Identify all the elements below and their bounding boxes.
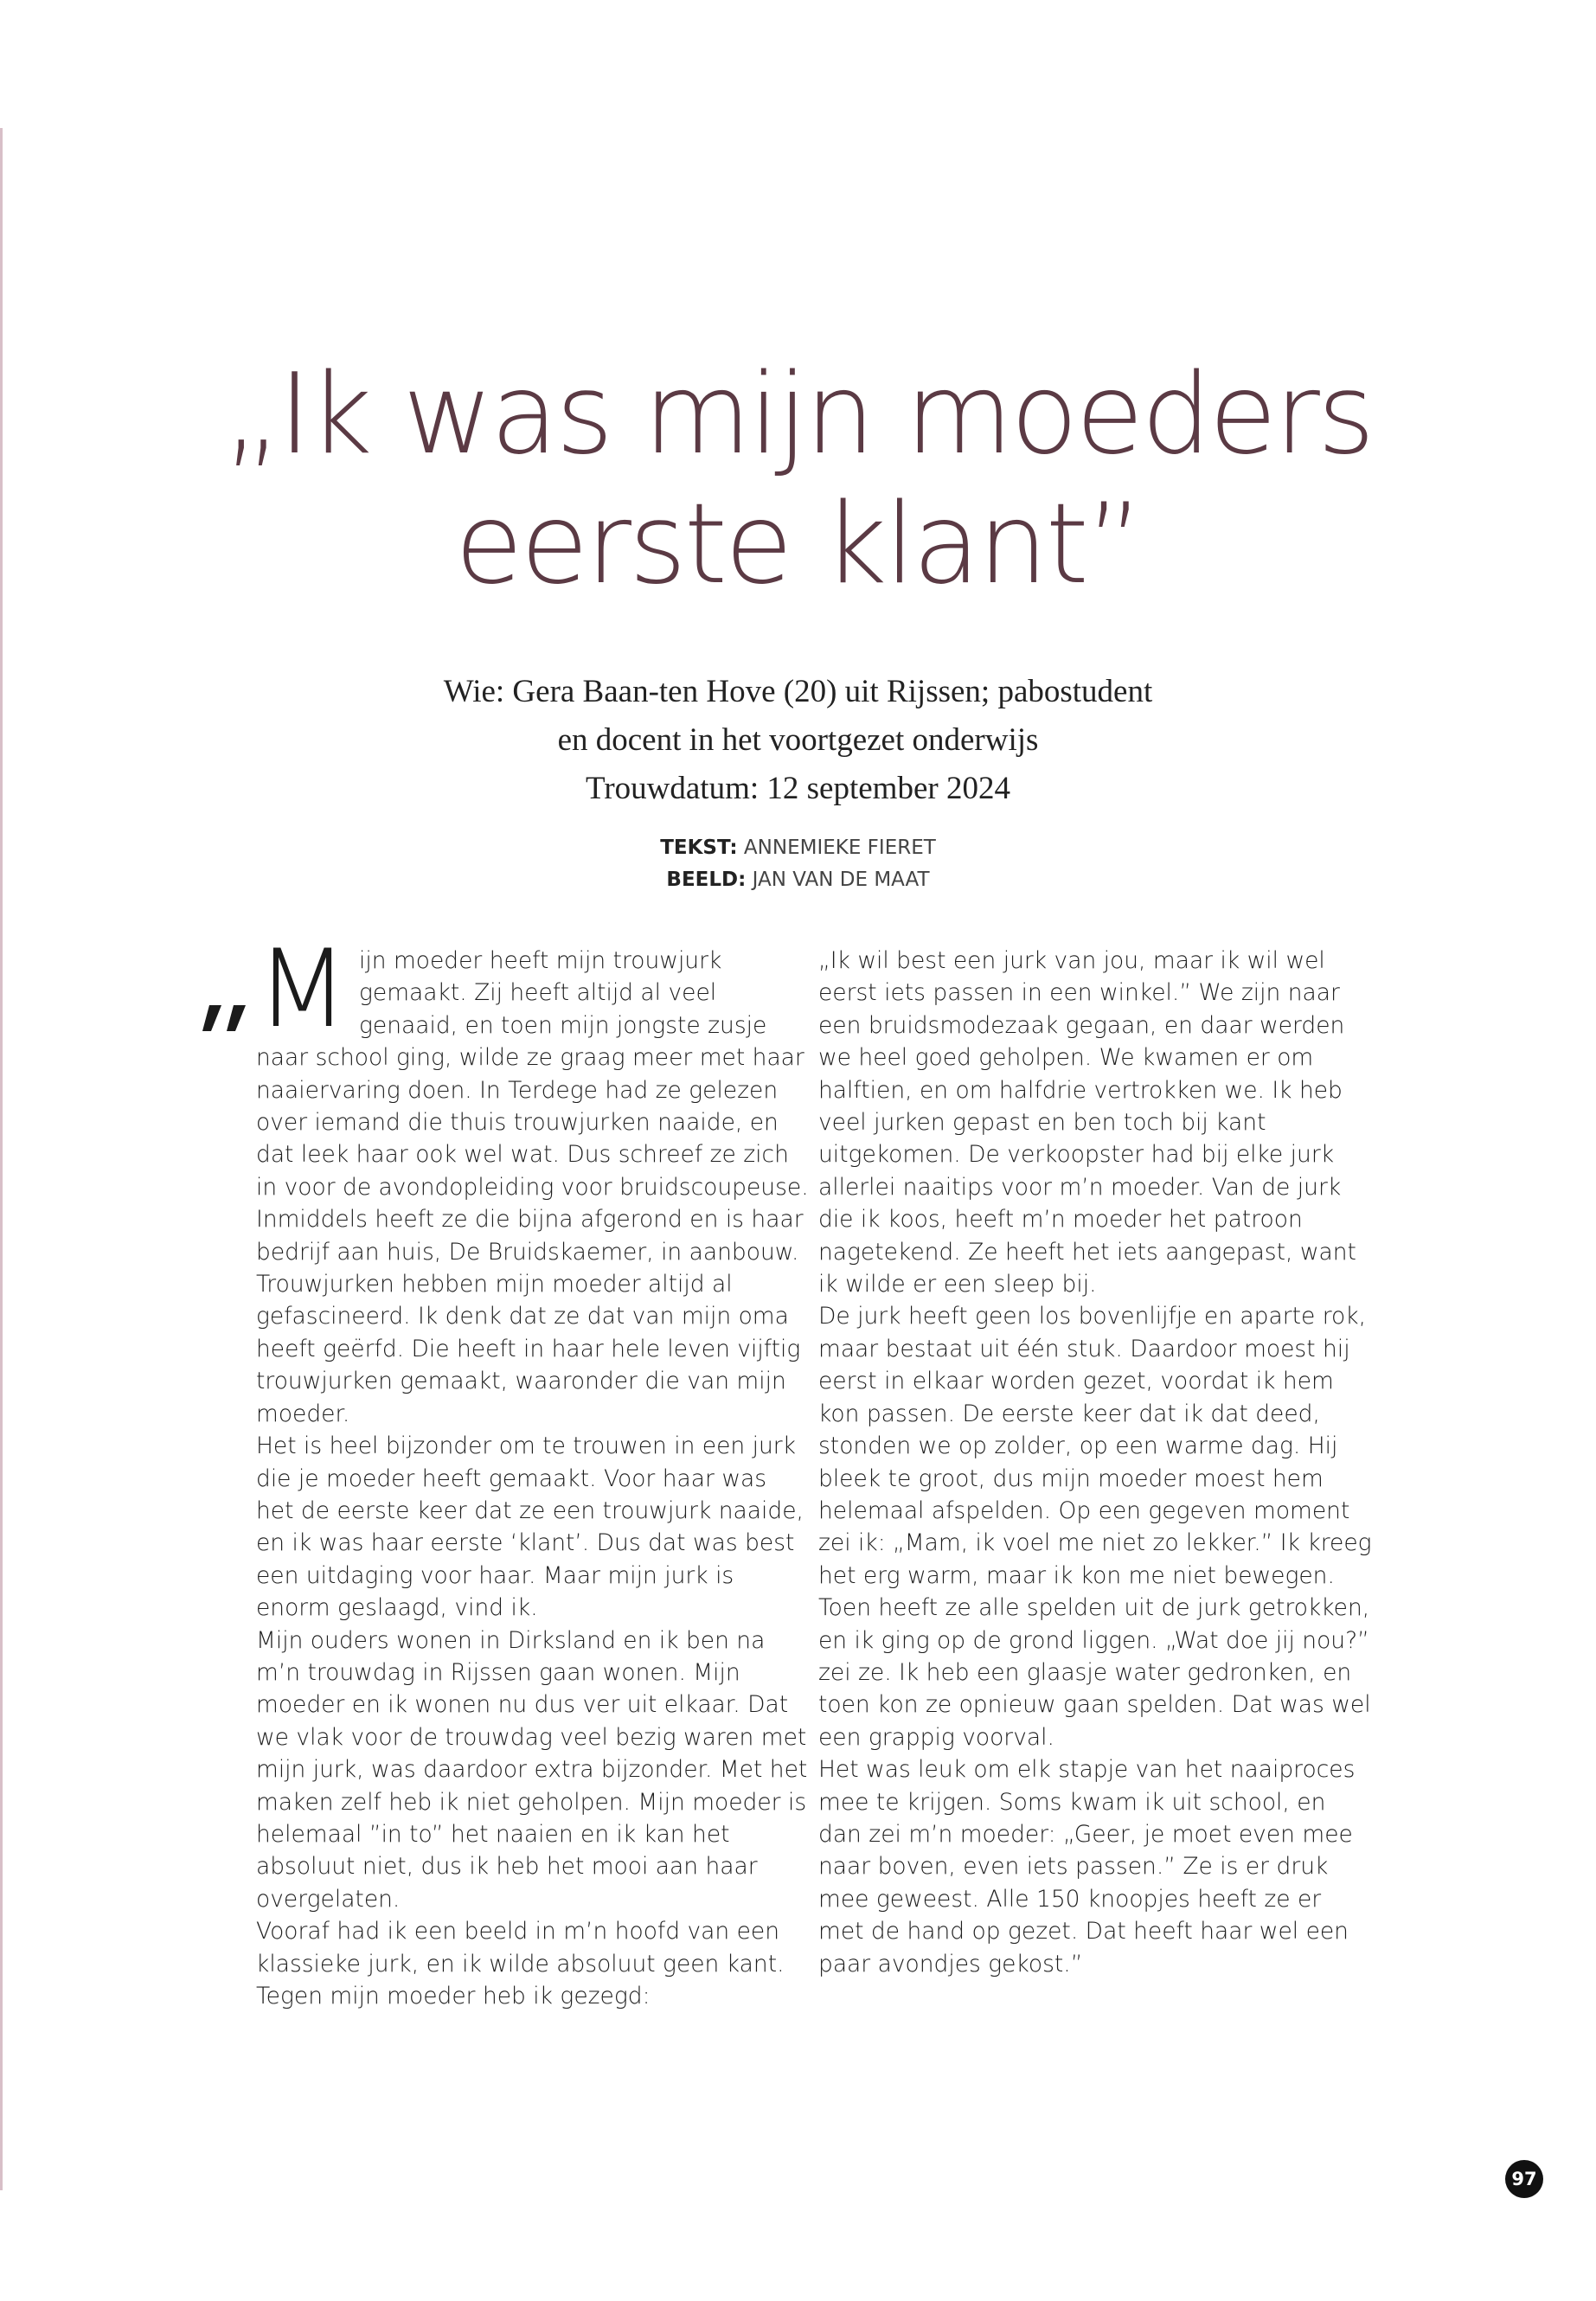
article-subtitle [0,668,1596,813]
article-title-line-1: „Ik was mijn moeders [223,350,1373,479]
article-column-left [256,927,810,2012]
body-paragraph: Het was leuk om elk stapje van het naaiproces mee te krijgen. Soms kwam ik uit school, en dan zei m’n moeder: „Geer, je moet even mee naar boven, even iets passen.” Ze is er druk mee geweest. Alle 150 knoopjes heeft ze er met de hand op gezet. Dat heeft haar wel een paar avondjes gekost.” [818,1756,1356,1977]
article-column-right [818,945,1372,1980]
body-paragraph: De jurk heeft geen los bovenlijfje en aparte rok, maar bestaat uit één stuk. Daardoor moest hij eerst in elkaar worden gezet, voordat ik hem kon passen. De eerste keer dat ik dat deed, stonden we op zolder, op een warme dag. Hij bleek te groot, dus mijn moeder moest hem helemaal afspelden. Op een gegeven moment zei ik: „Mam, ik voel me niet zo lekker.” Ik kreeg het erg warm, maar ik kon me niet bewegen. Toen heeft ze alle spelden uit de jurk getrokken, en ik ging op de grond liggen. „Wat doe jij nou?” zei ze. Ik heb een glaasje water gedronken, en toen kon ze opnieuw gaan spelden. Dat was wel een grappig voorval. [818,1303,1372,1751]
subtitle-who-line-2: en docent in het voortgezet onderwijs [557,722,1039,758]
body-paragraph: „Ik wil best een jurk van jou, maar ik wil wel eerst iets passen in een winkel.” We zijn naar een bruidsmodezaak gegaan, en daar werden we heel goed geholpen. We kwamen er om halftien, en om halfdrie vertrokken we. Ik heb veel jurken gepast en ben toch bij kant uitgekomen. De verkoopster had bij elke jurk allerlei naaitips voor m’n moeder. Van de jurk die ik koos, heeft m’n moeder het patroon nagetekend. Ze heeft het iets aangepast, want ik wilde er een sleep bij. [818,947,1356,1298]
body-paragraph-text: ijn moeder heeft mijn trouwjurk gemaakt. Zij heeft altijd al veel genaaid, en toen mijn jongste zusje naar school ging, wilde ze graag meer met haar naaiervaring doen. In Terdege had ze gelezen over iemand die thuis trouwjurken naaide, en dat leek haar ook wel wat. Dus schreef ze zich in voor de avondopleiding voor bruidscoupeuse. Inmiddels heeft ze die bijna afgerond en is haar bedrijf aan huis, De Bruidskaemer, in aanbouw. Trouwjurken hebben mijn moeder altijd al gefascineerd. Ik denk dat ze dat van mijn oma heeft geërfd. Die heeft in haar hele leven vijftig trouwjurken gemaakt, waaronder die van mijn moeder. [256,947,809,1427]
credit-text [0,832,1596,864]
page-number-badge: 97 [1505,2160,1543,2198]
credit-image-author: JAN VAN DE MAAT [752,868,930,891]
credit-text-label: TEKST: [660,836,738,859]
subtitle-wedding-date: Trouwdatum: 12 september 2024 [586,771,1010,806]
credit-text-author: ANNEMIEKE FIERET [743,836,936,859]
body-paragraph: Vooraf had ik een beeld in m’n hoofd van een klassieke jurk, en ik wilde absoluut geen kant. Tegen mijn moeder heb ik gezegd: [256,1918,785,2009]
credit-image-label: BEELD: [666,868,747,891]
opening-quote-icon [199,986,260,1047]
subtitle-who-line-1: Wie: Gera Baan-ten Hove (20) uit Rijssen; pabostudent [443,674,1153,709]
dropcap-letter: M [256,927,349,1052]
article-title-line-2: eerste klant” [454,480,1142,609]
body-paragraph: Mijn ouders wonen in Dirksland en ik ben na m’n trouwdag in Rijssen gaan wonen. Mijn moeder en ik wonen nu dus ver uit elkaar. Dat we vlak voor de trouwdag veel bezig waren met mijn jurk, was daardoor extra bijzonder. Met het maken zelf heb ik niet geholpen. Mijn moeder is helemaal ”in to” het naaien en ik kan het absoluut niet, dus ik heb het mooi aan haar overgelaten. [256,1626,808,1913]
credit-image [0,864,1596,896]
body-paragraph [256,927,810,1430]
article-credits [0,832,1596,896]
body-paragraph: Het is heel bijzonder om te trouwen in een jurk die je moeder heeft gemaakt. Voor haar was het de eerste keer dat ze een trouwjurk naaide, en ik was haar eerste ‘klant’. Dus dat was best een uitdaging voor haar. Maar mijn jurk is enorm geslaagd, vind ik. [256,1433,804,1622]
article-title [0,350,1596,610]
